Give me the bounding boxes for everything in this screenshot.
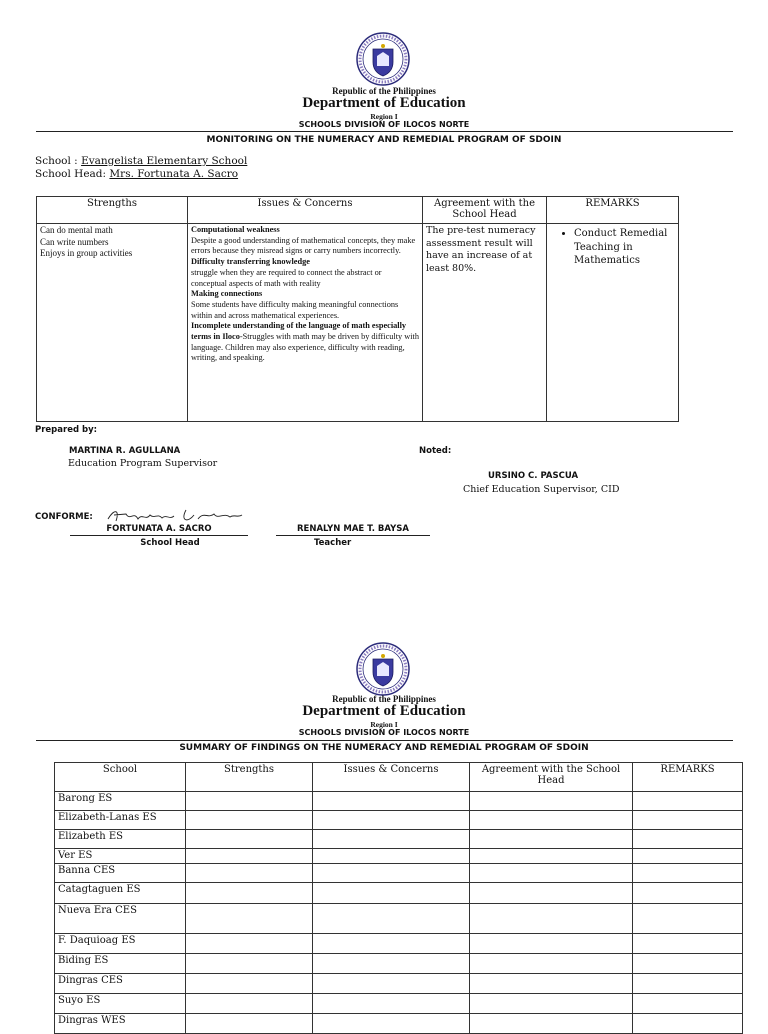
school-cell: Dingras WES bbox=[55, 1014, 186, 1034]
empty-cell bbox=[186, 830, 313, 849]
strength-item: Can do mental math bbox=[40, 225, 113, 235]
empty-cell bbox=[186, 864, 313, 883]
department-title: Department of Education bbox=[302, 703, 466, 719]
empty-cell bbox=[633, 954, 743, 974]
region-line: Region I bbox=[370, 112, 398, 121]
region-line: Region I bbox=[370, 720, 398, 729]
issues-cell bbox=[188, 224, 423, 422]
issue-text: Despite a good understanding of mathematical concepts, they make errors because they misread signs or carry numbers incorrectly. bbox=[191, 235, 416, 256]
empty-cell bbox=[313, 811, 470, 830]
strength-item: Enjoys in group activities bbox=[40, 248, 133, 258]
school-head-label: School Head bbox=[35, 168, 103, 180]
teacher-signature-line bbox=[276, 535, 430, 536]
monitoring-table bbox=[36, 196, 679, 422]
division-line: SCHOOLS DIVISION OF ILOCOS NORTE bbox=[298, 728, 470, 737]
issue-heading: Incomplete understanding of the language of math especially terms in Iloco bbox=[191, 321, 407, 342]
republic-line: Republic of the Philippines bbox=[332, 694, 436, 704]
page-title: MONITORING ON THE NUMERACY AND REMEDIAL PROGRAM OF SDOIN bbox=[206, 135, 562, 145]
empty-cell bbox=[470, 849, 633, 864]
table-row bbox=[55, 811, 743, 830]
noter-name: URSINO C. PASCUA bbox=[488, 471, 579, 481]
empty-cell bbox=[633, 811, 743, 830]
summary-table bbox=[54, 762, 743, 1034]
empty-cell bbox=[186, 811, 313, 830]
table-row bbox=[55, 849, 743, 864]
issue-text-inline: -Struggles with math may be driven by difficulty with language. Children may also experience, difficulty with reading, writing, and speaking. bbox=[191, 332, 419, 363]
school-cell: Ver ES bbox=[55, 849, 186, 864]
table-row bbox=[55, 830, 743, 849]
head-signature-line bbox=[70, 535, 248, 536]
empty-cell bbox=[470, 904, 633, 934]
empty-cell bbox=[470, 792, 633, 811]
header-rule bbox=[36, 740, 733, 741]
table-row bbox=[55, 974, 743, 994]
empty-cell bbox=[633, 904, 743, 934]
empty-cell bbox=[186, 904, 313, 934]
school-value: Evangelista Elementary School bbox=[81, 155, 248, 167]
empty-cell bbox=[313, 904, 470, 934]
table-header-row bbox=[55, 763, 743, 792]
issue-heading: Difficulty transferring knowledge bbox=[191, 257, 310, 267]
table-row bbox=[37, 224, 679, 422]
empty-cell bbox=[633, 792, 743, 811]
empty-cell bbox=[470, 954, 633, 974]
empty-cell bbox=[470, 994, 633, 1014]
empty-cell bbox=[313, 849, 470, 864]
school-line bbox=[35, 155, 247, 167]
empty-cell bbox=[633, 883, 743, 904]
table-row bbox=[55, 994, 743, 1014]
agreement-cell: The pre-test numeracy assessment result will have an increase of at least 80%. bbox=[423, 224, 547, 422]
empty-cell bbox=[313, 934, 470, 954]
header-remarks: REMARKS bbox=[547, 197, 679, 224]
table-row bbox=[55, 904, 743, 934]
teacher-name: RENALYN MAE T. BAYSA bbox=[297, 524, 409, 534]
empty-cell bbox=[186, 994, 313, 1014]
header-school: School bbox=[55, 763, 186, 792]
noted-label: Noted: bbox=[419, 446, 452, 456]
noter-title: Chief Education Supervisor, CID bbox=[463, 484, 620, 495]
school-cell: Barong ES bbox=[55, 792, 186, 811]
remarks-list bbox=[550, 227, 675, 268]
empty-cell bbox=[313, 883, 470, 904]
issue-heading: Making connections bbox=[191, 289, 263, 299]
school-cell: Biding ES bbox=[55, 954, 186, 974]
issue-heading: Computational weakness bbox=[191, 225, 280, 234]
conforme-label: CONFORME: bbox=[35, 512, 93, 522]
remarks-item: • Conduct Remedial Teaching in Mathematics bbox=[574, 227, 675, 268]
school-cell: Catagtaguen ES bbox=[55, 883, 186, 904]
empty-cell bbox=[470, 974, 633, 994]
page-title: SUMMARY OF FINDINGS ON THE NUMERACY AND REMEDIAL PROGRAM OF SDOIN bbox=[179, 743, 589, 753]
teacher-title: Teacher bbox=[314, 538, 352, 548]
issue-text: struggle when they are required to connect the abstract or conceptual aspects of math with reality bbox=[191, 267, 382, 288]
header-rule bbox=[36, 131, 733, 132]
empty-cell bbox=[313, 792, 470, 811]
remarks-cell bbox=[547, 224, 679, 422]
school-cell: Dingras CES bbox=[55, 974, 186, 994]
school-cell: F. Daquioag ES bbox=[55, 934, 186, 954]
school-cell: Elizabeth ES bbox=[55, 830, 186, 849]
school-cell: Banna CES bbox=[55, 864, 186, 883]
header-agreement: Agreement with the School Head bbox=[470, 763, 633, 792]
empty-cell bbox=[470, 934, 633, 954]
empty-cell bbox=[633, 830, 743, 849]
empty-cell bbox=[633, 974, 743, 994]
empty-cell bbox=[470, 811, 633, 830]
table-row bbox=[55, 954, 743, 974]
school-head-colon: : bbox=[102, 168, 110, 180]
header-issues: Issues & Concerns bbox=[188, 197, 423, 224]
department-title: Department of Education bbox=[302, 95, 466, 111]
empty-cell bbox=[313, 864, 470, 883]
empty-cell bbox=[186, 934, 313, 954]
school-cell: Nueva Era CES bbox=[55, 904, 186, 934]
table-header-row bbox=[37, 197, 679, 224]
empty-cell bbox=[313, 974, 470, 994]
table-row bbox=[55, 934, 743, 954]
empty-cell bbox=[313, 830, 470, 849]
school-cell: Elizabeth-Lanas ES bbox=[55, 811, 186, 830]
empty-cell bbox=[633, 994, 743, 1014]
header-strengths: Strengths bbox=[37, 197, 188, 224]
header-remarks: REMARKS bbox=[633, 763, 743, 792]
empty-cell bbox=[470, 883, 633, 904]
school-head-line bbox=[35, 168, 238, 180]
table-row bbox=[55, 883, 743, 904]
empty-cell bbox=[633, 864, 743, 883]
issue-text bbox=[191, 321, 419, 364]
preparer-title: Education Program Supervisor bbox=[68, 458, 218, 469]
empty-cell bbox=[186, 849, 313, 864]
empty-cell bbox=[633, 849, 743, 864]
school-cell: Suyo ES bbox=[55, 994, 186, 1014]
header-agreement: Agreement with the School Head bbox=[423, 197, 547, 224]
preparer-name: MARTINA R. AGULLANA bbox=[69, 446, 181, 456]
strength-item: Can write numbers bbox=[40, 236, 109, 247]
empty-cell bbox=[186, 792, 313, 811]
empty-cell bbox=[633, 934, 743, 954]
header-issues: Issues & Concerns bbox=[313, 763, 470, 792]
empty-cell bbox=[313, 994, 470, 1014]
republic-line: Republic of the Philippines bbox=[332, 86, 436, 96]
division-line: SCHOOLS DIVISION OF ILOCOS NORTE bbox=[298, 120, 470, 129]
deped-seal-icon bbox=[356, 642, 410, 696]
deped-seal-icon bbox=[356, 32, 410, 86]
issue-text: Some students have difficulty making meaningful connections within and across mathematical experiences. bbox=[191, 299, 399, 320]
empty-cell bbox=[313, 954, 470, 974]
school-head-name: FORTUNATA A. SACRO bbox=[106, 524, 212, 534]
prepared-by-label: Prepared by: bbox=[35, 425, 98, 435]
table-row bbox=[55, 864, 743, 883]
empty-cell bbox=[470, 864, 633, 883]
school-label: School : bbox=[35, 155, 82, 167]
empty-cell bbox=[186, 974, 313, 994]
empty-cell bbox=[186, 883, 313, 904]
table-row bbox=[55, 792, 743, 811]
strengths-cell bbox=[37, 224, 188, 422]
header-strengths: Strengths bbox=[186, 763, 313, 792]
school-head-title: School Head bbox=[140, 538, 200, 548]
empty-cell bbox=[470, 830, 633, 849]
empty-cell bbox=[186, 954, 313, 974]
school-head-value: Mrs. Fortunata A. Sacro bbox=[109, 168, 239, 180]
